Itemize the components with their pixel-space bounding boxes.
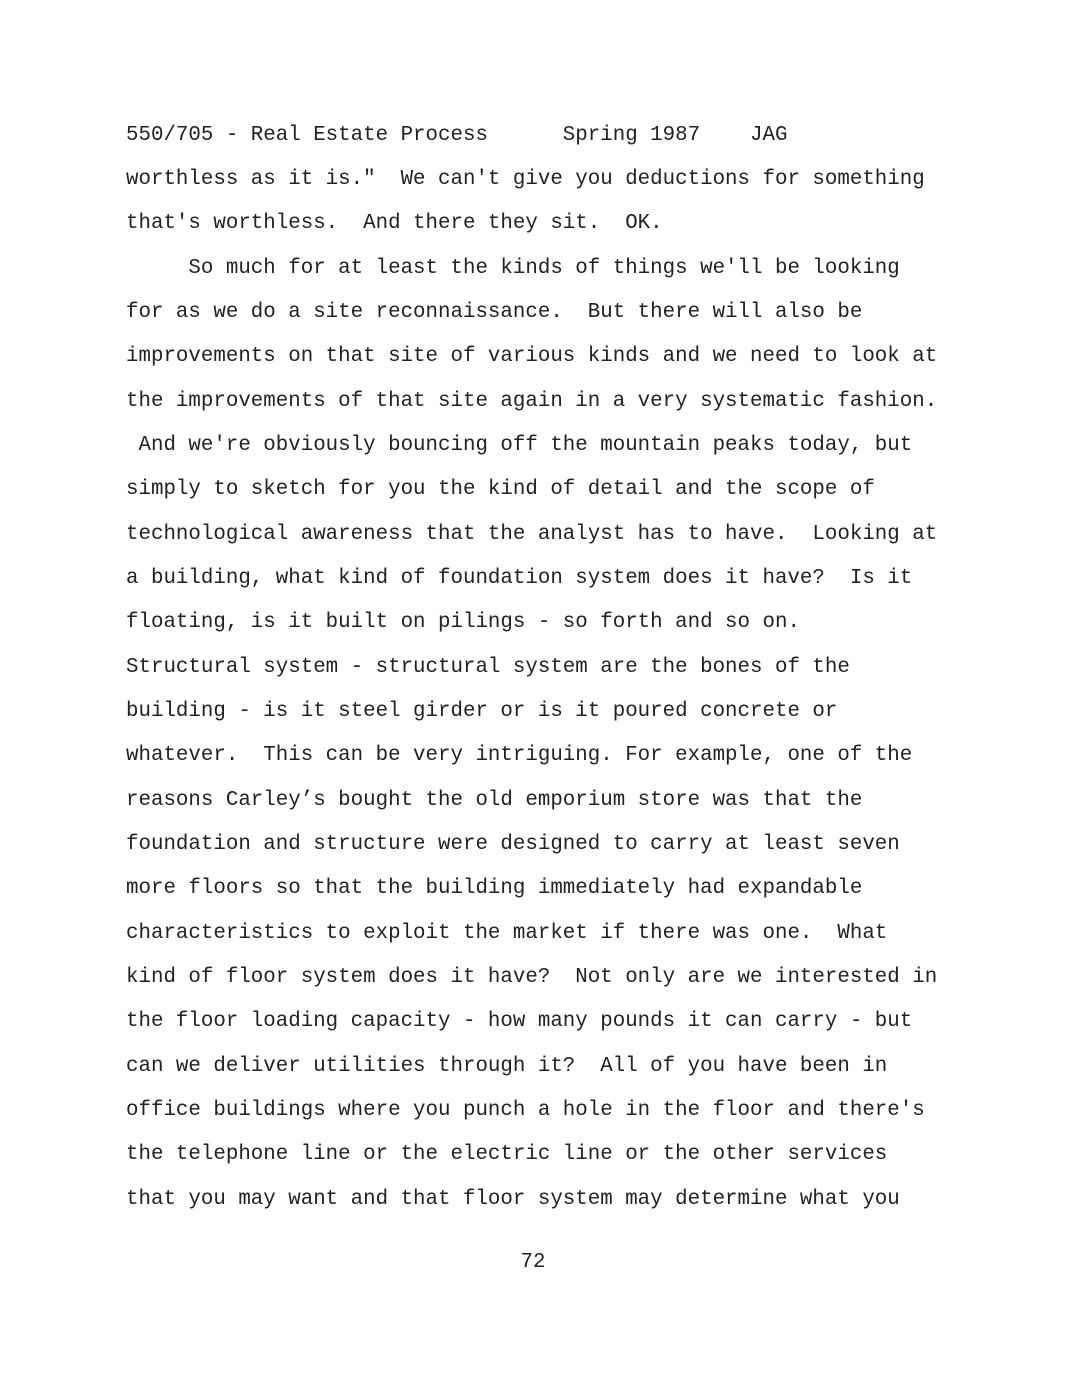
body-line: office buildings where you punch a hole in the floor and there's (126, 1099, 925, 1122)
body-line: that's worthless. And there they sit. OK. (126, 212, 663, 235)
body-line: that you may want and that floor system may determine what you (126, 1188, 900, 1211)
body-line: And we're obviously bouncing off the mountain peaks today, but (126, 434, 913, 457)
body-line: building - is it steel girder or is it poured concrete or (126, 700, 838, 723)
body-line: for as we do a site reconnaissance. But there will also be (126, 301, 863, 324)
body-line: reasons Carley’s bought the old emporium store was that the (126, 789, 863, 812)
body-line: foundation and structure were designed to carry at least seven (126, 833, 900, 856)
body-line: worthless as it is." We can't give you deductions for something (126, 168, 925, 191)
body-line: can we deliver utilities through it? All of you have been in (126, 1055, 888, 1078)
body-line: more floors so that the building immediately had expandable (126, 877, 863, 900)
body-line: a building, what kind of foundation system does it have? Is it (126, 567, 913, 590)
body-line: improvements on that site of various kinds and we need to look at (126, 345, 938, 368)
body-line: the telephone line or the electric line or the other services (126, 1143, 888, 1166)
body-line: the floor loading capacity - how many pounds it can carry - but (126, 1010, 913, 1033)
body-line: whatever. This can be very intriguing. For example, one of the (126, 744, 913, 767)
body-line: technological awareness that the analyst has to have. Looking at (126, 523, 938, 546)
body-line: the improvements of that site again in a very systematic fashion. (126, 390, 938, 413)
body-line: So much for at least the kinds of things we'll be looking (126, 257, 900, 280)
body-line: simply to sketch for you the kind of detail and the scope of (126, 478, 875, 501)
document-header: 550/705 - Real Estate Process Spring 1987 JAG (126, 124, 788, 147)
body-line: floating, is it built on pilings - so forth and so on. (126, 611, 800, 634)
body-line: characteristics to exploit the market if there was one. What (126, 922, 888, 945)
page-number: 72 (520, 1251, 546, 1274)
body-line: Structural system - structural system are the bones of the (126, 656, 850, 679)
body-line: kind of floor system does it have? Not only are we interested in (126, 966, 938, 989)
